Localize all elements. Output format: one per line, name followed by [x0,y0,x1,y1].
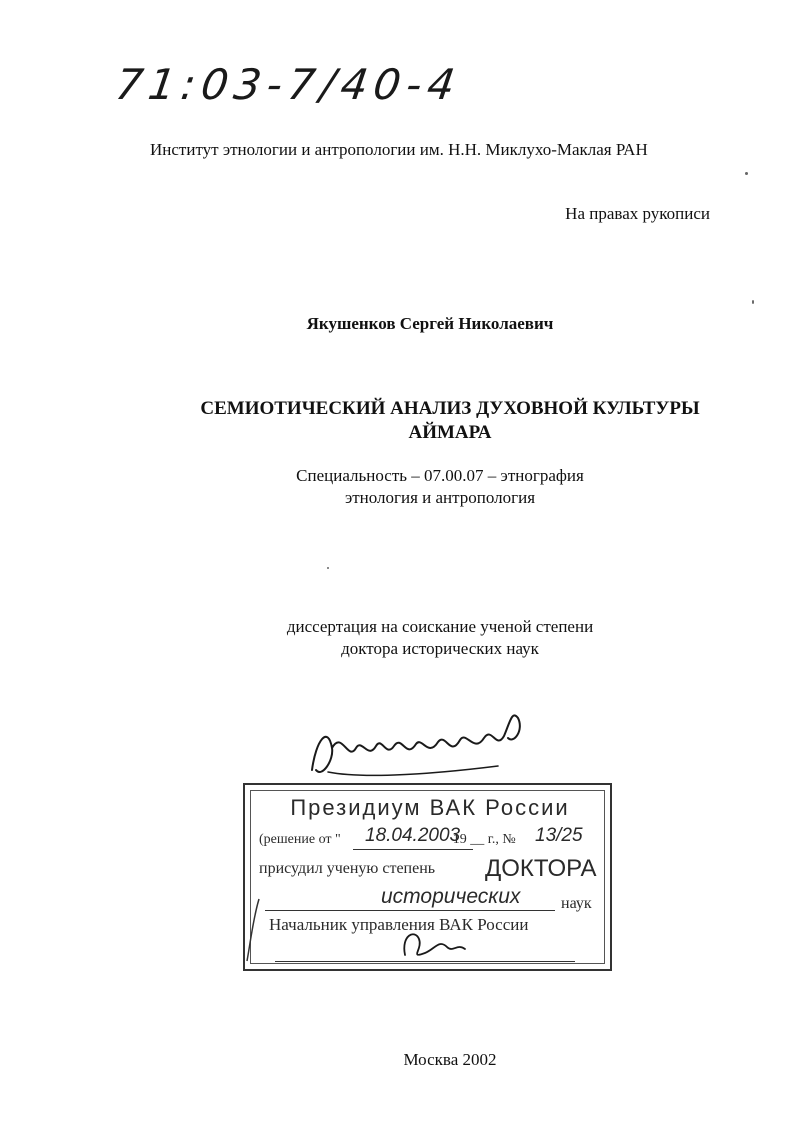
dissertation-title-line-1: СЕМИОТИЧЕСКИЙ АНАЛИЗ ДУХОВНОЙ КУЛЬТУРЫ [200,398,700,419]
author-name: Якушенков Сергей Николаевич [306,314,554,333]
degree-sought-line-2: доктора исторических наук [341,639,539,658]
rights-notice: На правах рукописи [565,204,710,223]
stamp-degree: ДОКТОРА [485,855,597,882]
scan-speck [745,172,748,175]
stamp-chief-signature [395,925,475,965]
stamp-field-handwritten: исторических [381,885,521,908]
specialty-line-1: Специальность – 07.00.07 – этнография [296,466,584,485]
stamp-decision-date: 18.04.2003 [365,825,461,846]
degree-sought-line-1: диссертация на соискание ученой степени [286,617,594,636]
stamp-date-underline [353,849,473,850]
stamp-margin-mark [245,895,265,965]
stamp-title: Президиум ВАК России [290,795,570,820]
stamp-field-underline [265,910,555,911]
scan-speck [327,567,329,569]
vak-stamp [243,783,612,971]
specialty-line-2: этнология и антропология [344,488,536,507]
handwritten-signature [298,700,538,792]
handwritten-reference-number: 71:03-7/40-4 [112,60,464,109]
city-and-year: Москва 2002 [403,1050,497,1069]
stamp-decision-mid: 19 __ г., № [452,832,516,847]
institute-name: Институт этнологии и антропологии им. Н.Н. Миклухо-Маклая РАН [150,140,648,159]
stamp-sciences-word: наук [561,895,592,912]
stamp-awarded-text: присудил ученую степень [259,860,436,877]
dissertation-title-line-2: АЙМАРА [408,422,492,443]
scan-speck [752,300,754,304]
stamp-chief-title: Начальник управления ВАК России [269,915,529,934]
stamp-decision-prefix: (решение от " [259,832,341,847]
stamp-decision-number: 13/25 [535,825,583,846]
